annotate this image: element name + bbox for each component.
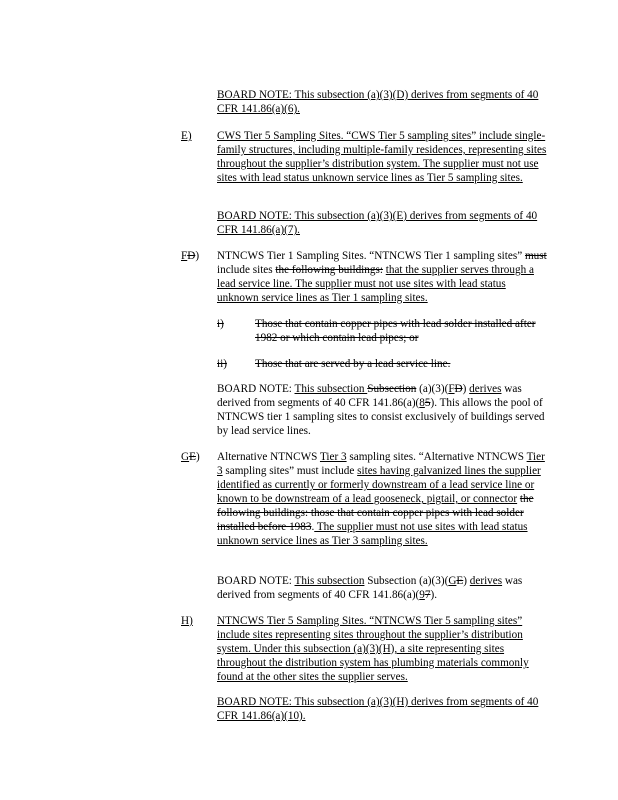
text-run: Subsection (a)(3)( [364, 575, 449, 587]
item-text-h [217, 614, 547, 684]
inserted-text: CWS Tier 5 Sampling Sites. “CWS Tier 5 sampling sites” include single-family structures, including multiple-family residences, representing sites throughout the supplier’s distribution system. The supplier must not use sites with lead status unknown service lines as Tier 5 sampling sites. [217, 130, 547, 184]
text-run: sampling sites” must include [222, 465, 358, 477]
text-run: BOARD NOTE: [217, 383, 295, 395]
inserted-text: H) [181, 615, 193, 627]
inserted-text: that the supplier serves through a lead service line. The supplier must not use sites with lead status unknown service lines as Tier 1 sampling sites. [217, 264, 534, 304]
text-run: ) [195, 250, 200, 262]
board-note-e [217, 209, 547, 237]
item-label-e [181, 129, 192, 143]
inserted-text: Tier 3 [319, 451, 347, 463]
inserted-text: The supplier must not use sites with lead status unknown service lines as Tier 3 sampling sites. [217, 521, 528, 547]
text-run: ). [430, 589, 437, 601]
text-run: . [311, 521, 315, 533]
inserted-text: BOARD NOTE: This subsection (a)(3)(E) derives from segments of 40 CFR 141.86(a)(7). [217, 210, 538, 236]
deleted-text: Those that are served by a lead service line. [255, 358, 451, 370]
inserted-text: This subsection [294, 383, 368, 395]
text-run: ) [195, 451, 200, 463]
deleted-text: Those that contain copper pipes with lead solder installed after 1982 or which contain lead pipes; or [255, 318, 536, 344]
deleted-text: ii) [217, 358, 227, 370]
deleted-text: the following buildings: [275, 264, 383, 276]
deleted-text: E [189, 451, 196, 463]
inserted-text: 8 [419, 397, 425, 409]
item-label-h [181, 614, 193, 628]
inserted-text: F [448, 383, 455, 395]
board-note-f [217, 382, 547, 438]
item-label-f [181, 249, 199, 263]
board-note-h [217, 695, 547, 723]
text-run: ) [462, 383, 470, 395]
inserted-text: F [181, 250, 188, 262]
subitem-text-i [255, 317, 547, 345]
text-run: ) [463, 575, 470, 587]
subitem-label-ii [217, 357, 227, 371]
subitem-label-i [217, 317, 224, 331]
inserted-text: derives [469, 383, 502, 395]
deleted-text: D [454, 383, 463, 395]
text-run: ). This allows the pool of NTNCWS tier 1 sampling sites to consist exclusively of buildings served by lead service lines. [217, 397, 545, 437]
inserted-text: E) [181, 130, 192, 142]
item-text-f [217, 249, 547, 305]
deleted-text: the following buildings: those that contain copper pipes with lead solder installed before 1983 [217, 493, 534, 533]
inserted-text: Tier 3 [217, 451, 545, 477]
inserted-text: BOARD NOTE: This subsection (a)(3)(D) derives from segments of 40 CFR 141.86(a)(6). [217, 89, 539, 115]
text-run: (a)(3)( [416, 383, 449, 395]
inserted-text: G [181, 451, 190, 463]
inserted-text: derives [469, 575, 503, 587]
inserted-text: sites having galvanized lines the supplier identified as currently or formerly downstream of a lead service line or known to be downstream of a lead gooseneck, pigtail, or connector [217, 465, 541, 505]
inserted-text: 9 [419, 589, 425, 601]
text-run: was derived from segments of 40 CFR 141.86(a)( [217, 575, 523, 601]
text-run: BOARD NOTE: [217, 575, 295, 587]
board-note-d [217, 88, 547, 116]
board-note-g [217, 574, 547, 602]
deleted-text: 7 [424, 589, 431, 601]
deleted-text: 5 [424, 397, 431, 409]
inserted-text: G [448, 575, 457, 587]
subitem-text-ii [255, 357, 547, 371]
text-run: was derived from segments of 40 CFR 141.86(a)( [217, 383, 522, 409]
deleted-text: i) [217, 318, 224, 330]
deleted-text: Subsection [367, 383, 417, 395]
text-run: NTNCWS Tier 1 Sampling Sites. “NTNCWS Tier 1 sampling sites” [217, 250, 525, 262]
item-text-g [217, 450, 547, 548]
deleted-text: must [524, 250, 547, 262]
inserted-text: BOARD NOTE: This subsection (a)(3)(H) derives from segments of 40 CFR 141.86(a)(10). [217, 696, 539, 722]
text-run: include sites [217, 264, 276, 276]
inserted-text: This subsection [294, 575, 365, 587]
item-text-e [217, 129, 547, 185]
deleted-text: E [456, 575, 464, 587]
deleted-text: D [187, 250, 196, 262]
item-label-g [181, 450, 200, 464]
text-run: sampling sites. “Alternative NTNCWS [346, 451, 527, 463]
inserted-text: NTNCWS Tier 5 Sampling Sites. “NTNCWS Tier 5 sampling sites” include sites representing sites throughout the supplier’s distribution system. Under this subsection (a)(3)(H), a site representing sites throughout the distribution system has plumbing materials commonly found at the other sites the supplier serves. [217, 615, 529, 683]
text-run: Alternative NTNCWS [217, 451, 320, 463]
